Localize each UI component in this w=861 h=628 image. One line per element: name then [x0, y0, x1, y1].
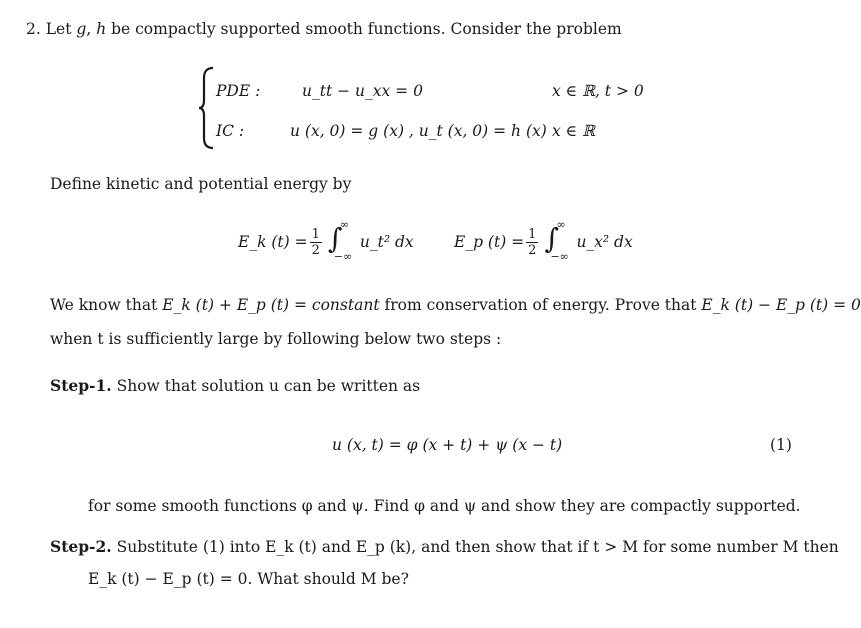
kinetic-energy-formula: [238, 218, 414, 263]
fraction-numerator: 1: [311, 226, 320, 242]
ek-label: E_k (t) =: [238, 233, 308, 251]
integral-upper-limit: ∞: [556, 218, 566, 231]
ic-label: IC :: [216, 122, 245, 140]
ic-equation: u (x, 0) = g (x) , u_t (x, 0) = h (x): [290, 122, 547, 140]
fraction-denominator: 2: [311, 242, 320, 258]
integral-upper-limit: ∞: [339, 218, 350, 231]
statement-text-a: We know that: [50, 296, 158, 314]
step-1-text: Show that solution u can be written as: [116, 377, 421, 395]
ep-integrand: u_x² dx: [576, 233, 633, 251]
half-fraction: [310, 227, 322, 258]
step-2-title: Step-2.: [50, 537, 112, 556]
potential-energy-formula: [454, 218, 633, 263]
intro-text-b: be compactly supported smooth functions. Consider the problem: [111, 20, 622, 38]
ep-label: E_p (t) =: [454, 233, 525, 251]
half-fraction: [526, 227, 538, 258]
statement-text-b: from conservation of energy. Prove that: [384, 296, 697, 314]
integral-lower-limit: −∞: [550, 250, 569, 263]
ek-integrand: u_t² dx: [359, 233, 414, 251]
intro-text-a: Let: [45, 20, 72, 38]
solution-equation: u (x, t) = φ (x + t) + ψ (x − t): [332, 436, 563, 454]
ic-domain: x ∈ ℝ: [552, 122, 595, 140]
comma: ,: [86, 20, 92, 38]
equation-number: (1): [770, 436, 792, 454]
pde-equation: u_tt − u_xx = 0: [302, 82, 423, 100]
step-1: [50, 376, 420, 395]
integral-lower-limit: −∞: [333, 250, 353, 263]
step-2-text: Substitute (1) into E_k (t) and E_p (k), and then show that if t > M for some number M then: [116, 538, 839, 556]
problem-statement: [26, 20, 622, 38]
var-g: g: [76, 20, 87, 38]
integral-sign: ∫ ∞ −∞: [544, 218, 569, 263]
define-energy-text: Define kinetic and potential energy by: [50, 175, 352, 193]
pde-label: PDE :: [216, 82, 261, 100]
fraction-denominator: 2: [528, 242, 537, 258]
step-2: [50, 537, 839, 556]
energy-difference-equation: E_k (t) − E_p (t) = 0: [701, 296, 861, 314]
energy-sum-equation: E_k (t) + E_p (t) = constant: [162, 296, 380, 314]
pde-domain: x ∈ ℝ, t > 0: [552, 82, 644, 100]
var-h: h: [96, 20, 107, 38]
step-2-line-2: E_k (t) − E_p (t) = 0. What should M be?: [88, 570, 409, 588]
fraction-numerator: 1: [528, 226, 537, 242]
integral-sign: ∫ ∞ −∞: [327, 218, 353, 263]
step-1-title: Step-1.: [50, 376, 112, 395]
step-1-followup: for some smooth functions φ and ψ. Find φ and ψ and show they are compactly supported.: [88, 497, 801, 515]
problem-number: 2.: [26, 20, 41, 38]
left-brace-icon: [198, 66, 216, 150]
statement-line-1: [50, 296, 861, 314]
statement-line-2: when t is sufficiently large by following below two steps :: [50, 330, 502, 348]
